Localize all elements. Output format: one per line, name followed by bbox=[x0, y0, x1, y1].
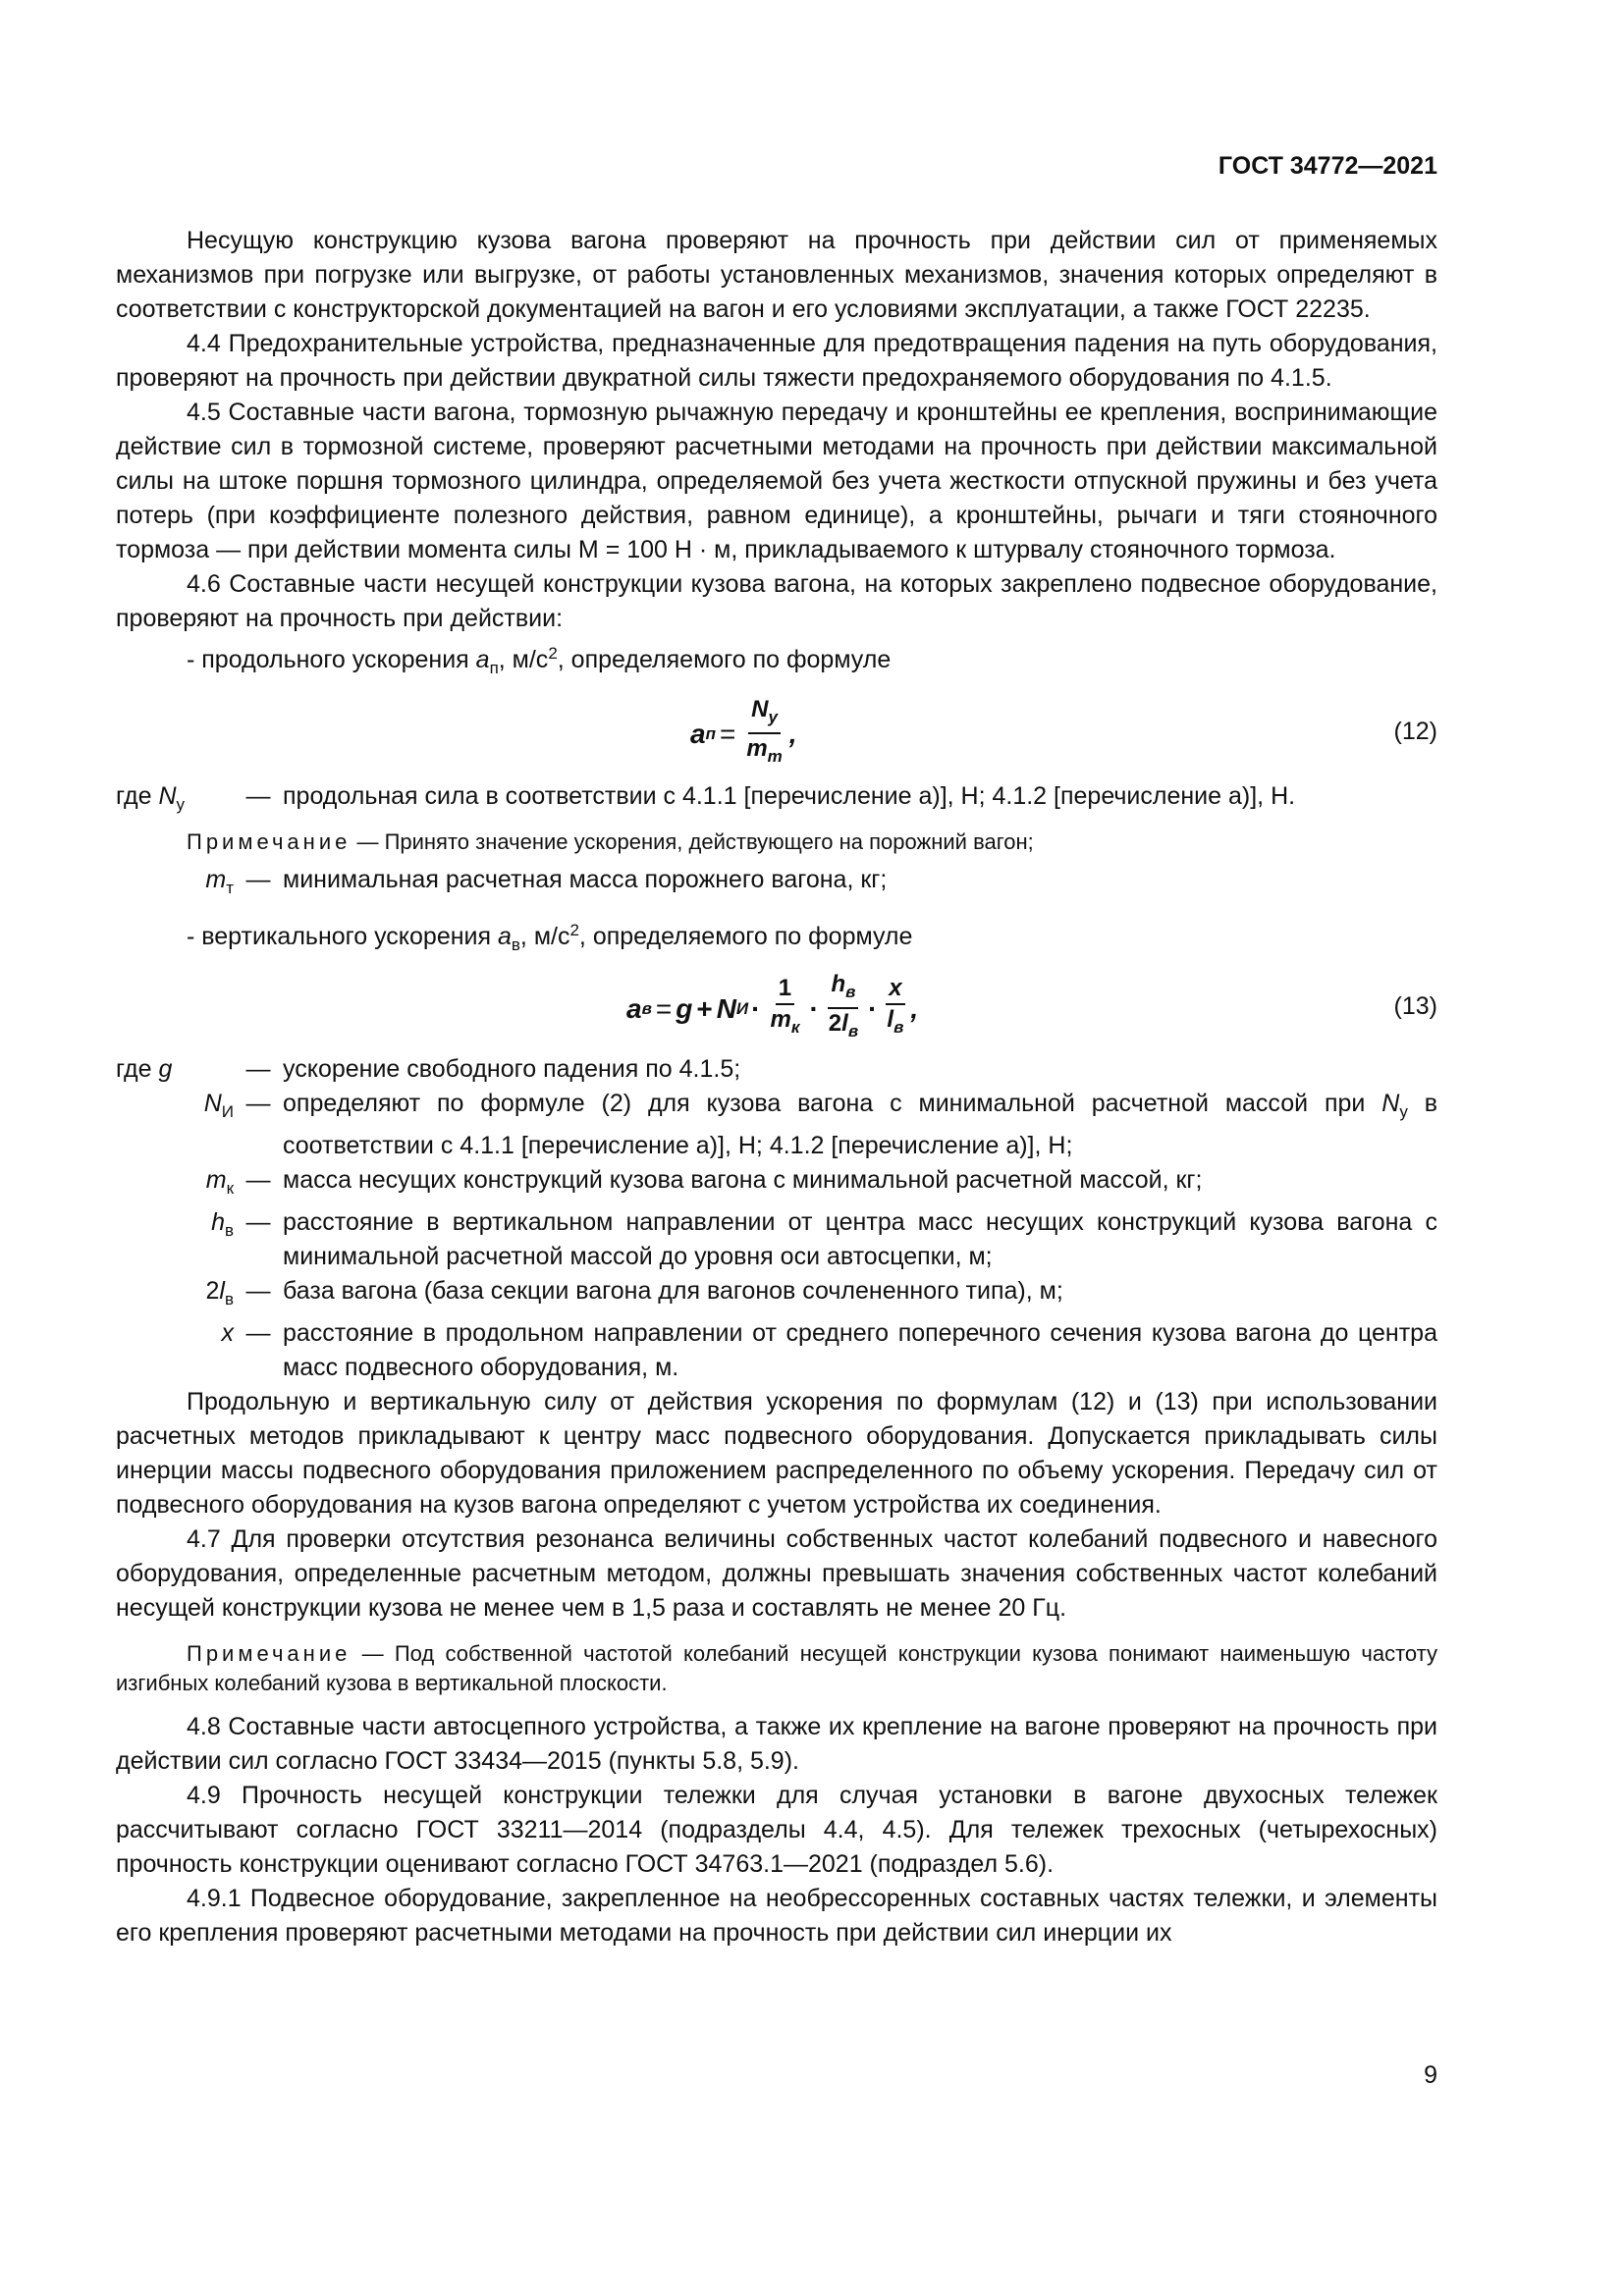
formula-number-13: (13) bbox=[1393, 992, 1437, 1020]
paragraph-body-construction: Несущую конструкцию кузова вагона проверяют на прочность при действии сил от применяемых механизмов при погрузке или выгрузке, от работы установленных механизмов, значения которых определяют в соответствии с конструкторской документацией на вагон и его условиями эксплуатации, а также ГОСТ 22235. bbox=[116, 227, 1437, 323]
paragraph-4-7: 4.7 Для проверки отсутствия резонанса величины собственных частот колебаний подвесного и навесного оборудования, определенные расчетным методом, должны превышать значения собственных частот колебаний несущей конструкции кузова не менее чем в 1,5 раза и составлять не менее 20 Гц. bbox=[116, 1525, 1437, 1622]
paragraph-4-9-1: 4.9.1 Подвесное оборудование, закрепленное на необрессоренных составных частях тележки, и элементы его крепления проверяют расчетными методами на прочность при действии сил инерции их bbox=[116, 1885, 1437, 1947]
paragraph-force-application: Продольную и вертикальную силу от действия ускорения по формулам (12) и (13) при использовании расчетных методов прикладывают к центру масс подвесного оборудования. Допускается прикладывать силы инерции массы подвесного оборудования приложением распределенного по объему ускорения. Передачу сил от подвесного оборудования на кузов вагона определяют с учетом устройства их соединения. bbox=[116, 1388, 1437, 1519]
formula-12: a п = $\frac{N_у}{m_т}$ , (12) bbox=[116, 685, 1437, 779]
definition-g: где g — ускорение свободного падения по 4.1.5; bbox=[116, 1055, 741, 1083]
paragraph-4-8: 4.8 Составные части автосцепного устройства, а также их крепление на вагоне проверяют на прочность при действии сил согласно ГОСТ 33434—2015 (пункты 5.8, 5.9). bbox=[116, 1713, 1437, 1775]
definition-x: x — расстояние в продольном направлении от среднего поперечного сечения кузова вагона до центра масс подвесного оборудования, м. bbox=[221, 1319, 1437, 1381]
paragraph-longitudinal-accel: - продольного ускорения $a_п$, $м/с^2$, определяемого по формуле bbox=[187, 644, 892, 677]
paragraph-4-5: 4.5 Составные части вагона, тормозную рычажную передачу и кронштейны ее крепления, воспринимающие действие сил в тормозной системе, проверяют расчетными методами на прочность при действии максимальной силы на штоке поршня тормозного цилиндра, определяемой без учета жесткости отпускной пружины и без учета потерь (при коэффициенте полезного действия, равном единице), а кронштейны, рычаги и тяги стояночного тормоза — при действии момента силы М = 100 Н · м, прикладываемого к штурвалу стояночного тормоза. bbox=[116, 399, 1437, 563]
paragraph-vertical-accel: - вертикального ускорения $a_в$, $м/с^2$, определяемого по формуле bbox=[187, 921, 913, 954]
definition-Ni: $N_И$ — определяют по формуле (2) для кузова вагона с минимальной расчетной массой при $N_у$ в соответствии с 4.1.1 [перечисление а)], Н; 4.1.2 [перечисление а)], Н; bbox=[203, 1090, 1437, 1159]
note-natural-frequency: Примечание — Под собственной частотой колебаний несущей конструкции кузова понимают наименьшую частоту изгибных колебаний кузова в вертикальной плоскости. bbox=[116, 1641, 1437, 1695]
note-accel: Примечание — Принято значение ускорения, действующего на порожний вагон; bbox=[187, 829, 1034, 854]
paragraph-4-6: 4.6 Составные части несущей конструкции кузова вагона, на которых закреплено подвесное оборудование, проверяют на прочность при действии: bbox=[116, 570, 1437, 632]
document-id-header: ГОСТ 34772—2021 bbox=[1218, 152, 1437, 180]
definition-mk: $m_к$ — масса несущих конструкций кузова вагона с минимальной расчетной массой, кг; bbox=[205, 1166, 1203, 1198]
definition-mt: $m_т$ — минимальная расчетная масса порожнего вагона, кг; bbox=[205, 866, 888, 897]
definition-hv: $h_в$ — расстояние в вертикальном направлении от центра масс несущих конструкций кузова вагона с минимальной расчетной массой до уровня оси автосцепки, м; bbox=[211, 1208, 1437, 1270]
formula-13: a в = g + N И · $\frac{1}{m_к}$ · $\frac{h_в}{2l_в}$ · $\frac{x}{l_в}$ , (13) bbox=[626, 971, 1437, 1041]
definition-2lv: $2l_в$ — база вагона (база секции вагона для вагонов сочлененного типа), м; bbox=[205, 1277, 1063, 1308]
page-number: 9 bbox=[1424, 2061, 1437, 2089]
fraction-12: $\frac{N_у}{m_т}$ bbox=[746, 696, 783, 766]
page-content bbox=[116, 224, 1437, 1950]
paragraph-4-9: 4.9 Прочность несущей конструкции тележки для случая установки в вагоне двухосных тележек рассчитывают согласно ГОСТ 33211—2014 (подразделы 4.4, 4.5). Для тележек трехосных (четырехосных) прочность конструкции оценивают согласно ГОСТ 34763.1—2021 (подраздел 5.6). bbox=[116, 1782, 1437, 1878]
formula-number-12: (12) bbox=[1393, 718, 1437, 745]
definition-Ny: где $N_у$ — продольная сила в соответствии с 4.1.1 [перечисление а)], Н; 4.1.2 [перечисление а)], Н. bbox=[116, 782, 1296, 814]
paragraph-4-4: 4.4 Предохранительные устройства, предназначенные для предотвращения падения на путь оборудования, проверяют на прочность при действии двукратной силы тяжести предохраняемого оборудования по 4.1.5. bbox=[116, 330, 1437, 392]
